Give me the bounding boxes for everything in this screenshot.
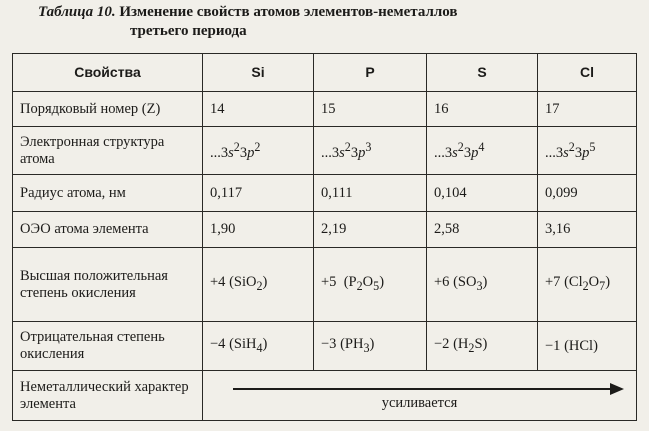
caption-label: Таблица 10. (38, 4, 116, 20)
cell-config-s: $...3s^23p^4$ (427, 127, 538, 175)
row-label-radius: Радиус атома, нм (13, 175, 203, 212)
header-p: P (314, 54, 427, 92)
table-row (13, 127, 637, 175)
cell-oeo-si: 1,90 (203, 212, 314, 248)
trend-arrow-line (233, 388, 614, 390)
row-label-config: Электронная структура атома (13, 127, 203, 175)
caption-title-line1: Изменение свойств атомов элементов-неметаллов (119, 4, 458, 20)
cell-config-si: $...3s^23p^2$ (203, 127, 314, 175)
cell-config-p: $...3s^23p^3$ (314, 127, 427, 175)
row-label-positive: Высшая положительная степень окисления (13, 248, 203, 322)
table-row (13, 322, 637, 371)
cell-negative-cl: −1 (HCl) (538, 322, 637, 371)
cell-negative-s: −2 $(H_2S)$ (427, 322, 538, 371)
cell-radius-si: 0,117 (203, 175, 314, 212)
header-cl: Cl (538, 54, 637, 92)
header-row (13, 54, 637, 92)
cell-negative-p: −3 $(PH_3)$ (314, 322, 427, 371)
cell-positive-p: +5 $(P_2O_5)$ (314, 248, 427, 322)
properties-table (12, 53, 637, 421)
header-si: Si (203, 54, 314, 92)
cell-positive-si: +4 (SiO$_2$) (203, 248, 314, 322)
table-row (13, 371, 637, 421)
cell-config-cl: $...3s^23p^5$ (538, 127, 637, 175)
cell-negative-si: −4 (SiH$_4$) (203, 322, 314, 371)
cell-number-p: 15 (314, 92, 427, 127)
table-row (13, 212, 637, 248)
table-row (13, 175, 637, 212)
arrow-right-icon (610, 383, 624, 395)
cell-positive-cl: +7 $(Cl_2O_7)$ (538, 248, 637, 322)
cell-oeo-p: 2,19 (314, 212, 427, 248)
cell-oeo-cl: 3,16 (538, 212, 637, 248)
header-s: S (427, 54, 538, 92)
row-label-number: Порядковый номер (Z) (13, 92, 203, 127)
header-properties: Свойства (13, 54, 203, 92)
cell-number-s: 16 (427, 92, 538, 127)
cell-radius-s: 0,104 (427, 175, 538, 212)
row-label-oeo: ОЭО атома элемента (13, 212, 203, 248)
cell-radius-p: 0,111 (314, 175, 427, 212)
cell-number-cl: 17 (538, 92, 637, 127)
table-caption (38, 3, 638, 41)
caption-title-line2: третьего периода (130, 23, 247, 39)
cell-oeo-s: 2,58 (427, 212, 538, 248)
trend-text: усиливается (381, 395, 458, 411)
row-label-nonmetal: Неметаллический характер элемента (13, 371, 203, 421)
row-label-negative: Отрицательная степень окисления (13, 322, 203, 371)
table-row (13, 92, 637, 127)
trend-cell (203, 371, 637, 421)
cell-radius-cl: 0,099 (538, 175, 637, 212)
cell-positive-s: +6 $(SO_3)$ (427, 248, 538, 322)
cell-number-si: 14 (203, 92, 314, 127)
table-row (13, 248, 637, 322)
